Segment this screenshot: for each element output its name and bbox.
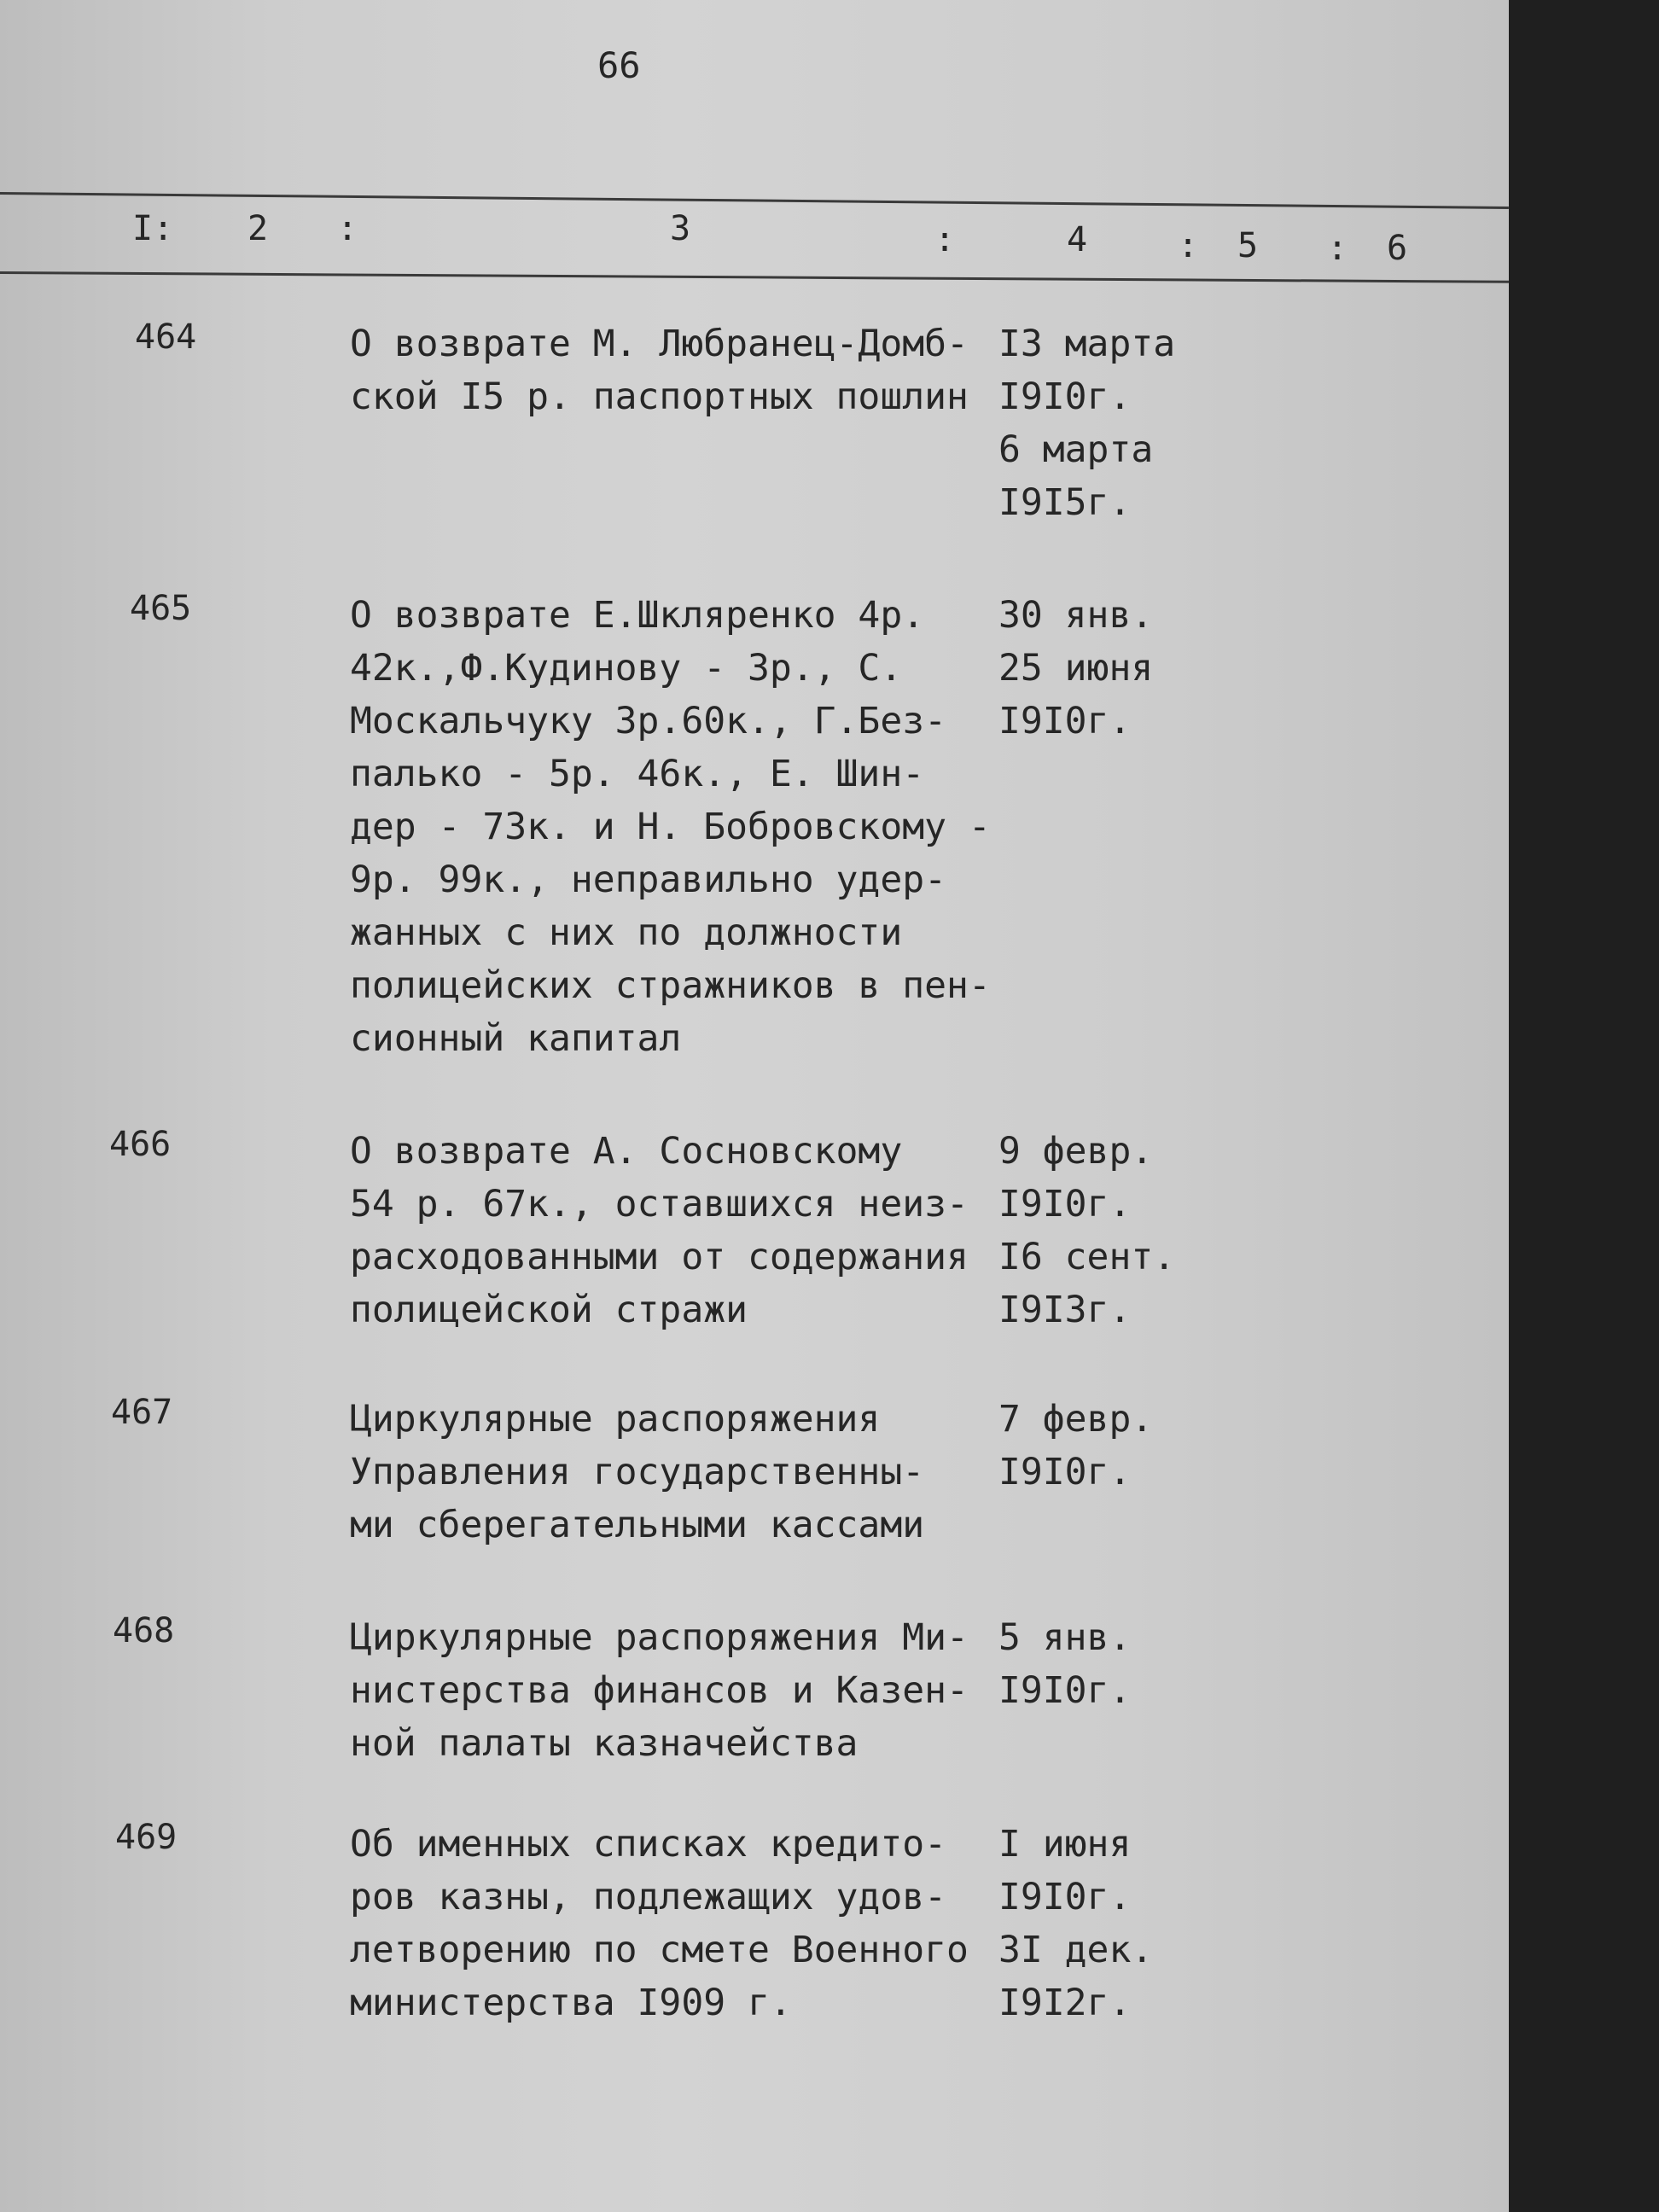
entry-title: [350, 589, 1016, 1065]
title-line: ми сберегательными кассами: [350, 1504, 925, 1546]
date-line: I9I5г.: [998, 481, 1132, 524]
entry-dates: [998, 1611, 1237, 1717]
title-line: ров казны, подлежащих удов-: [350, 1876, 946, 1918]
column-header-2: 2: [247, 209, 269, 248]
entry-number: 469: [115, 1818, 178, 1857]
column-header-5: 5: [1237, 226, 1259, 265]
title-line: 54 р. 67к., оставшихся неиз-: [350, 1183, 969, 1225]
title-line: министерства I909 г.: [350, 1982, 792, 2024]
title-line: О возврате М. Любранец-Домб-: [350, 323, 969, 365]
date-line: I9I0г.: [998, 1876, 1132, 1918]
date-line: 6 марта: [998, 428, 1154, 471]
date-line: 30 янв.: [998, 594, 1154, 637]
entry-dates: [998, 1125, 1237, 1336]
date-line: 5 янв.: [998, 1616, 1132, 1659]
entry-number: 466: [109, 1125, 172, 1164]
entry-dates: [998, 589, 1237, 748]
table-header-bottom-rule: [0, 271, 1509, 283]
entry-dates: [998, 1818, 1237, 2029]
title-line: 9р. 99к., неправильно удер-: [350, 859, 946, 901]
title-line: летворению по смете Военного: [350, 1929, 969, 1971]
column-header-6: 6: [1387, 229, 1408, 268]
entry-number: 467: [111, 1393, 173, 1432]
entry-dates: [998, 317, 1237, 529]
column-separator: :: [934, 220, 956, 259]
date-line: I июня: [998, 1823, 1132, 1866]
date-line: I6 сент.: [998, 1236, 1176, 1278]
title-line: полицейских стражников в пен-: [350, 964, 991, 1007]
title-line: дер - 73к. и Н. Бобровскому -: [350, 806, 991, 848]
column-header-4: 4: [1067, 220, 1088, 259]
date-line: I9I0г.: [998, 1451, 1132, 1493]
title-line: Москальчуку 3р.60к., Г.Без-: [350, 700, 946, 742]
entry-title: [350, 1393, 1016, 1551]
date-line: I9I0г.: [998, 1669, 1132, 1712]
title-line: палько - 5р. 46к., Е. Шин-: [350, 753, 925, 795]
title-line: Циркулярные распоряжения Ми-: [350, 1616, 969, 1659]
entry-title: [350, 317, 1016, 423]
title-line: Управления государственны-: [350, 1451, 925, 1493]
column-separator: :: [1327, 229, 1348, 268]
page-number: 66: [597, 44, 641, 86]
title-line: ской I5 р. паспортных пошлин: [350, 375, 969, 418]
title-line: расходованными от содержания: [350, 1236, 969, 1278]
title-line: сионный капитал: [350, 1017, 682, 1060]
title-line: Циркулярные распоряжения: [350, 1398, 881, 1441]
date-line: 9 февр.: [998, 1130, 1154, 1173]
column-header-3: 3: [670, 209, 691, 248]
date-line: I9I3г.: [998, 1289, 1132, 1331]
entry-number: 465: [130, 589, 192, 628]
title-line: О возврате А. Сосновскому: [350, 1130, 903, 1173]
title-line: полицейской стражи: [350, 1289, 748, 1331]
title-line: ной палаты казначейства: [350, 1722, 859, 1765]
date-line: I9I0г.: [998, 1183, 1132, 1225]
entry-dates: [998, 1393, 1237, 1499]
column-separator: :: [337, 209, 358, 248]
date-line: 7 февр.: [998, 1398, 1154, 1441]
column-header-1: I:: [132, 209, 174, 248]
title-line: жанных с них по должности: [350, 911, 903, 954]
title-line: нистерства финансов и Казен-: [350, 1669, 969, 1712]
date-line: I3 марта: [998, 323, 1176, 365]
date-line: 3I дек.: [998, 1929, 1154, 1971]
date-line: I9I2г.: [998, 1982, 1132, 2024]
title-line: Об именных списках кредито-: [350, 1823, 946, 1866]
entry-number: 468: [113, 1611, 175, 1650]
entry-title: [350, 1818, 1016, 2029]
entry-title: [350, 1611, 1016, 1770]
column-separator: :: [1178, 226, 1199, 265]
title-line: О возврате Е.Шкляренко 4р.: [350, 594, 925, 637]
date-line: I9I0г.: [998, 375, 1132, 418]
title-line: 42к.,Ф.Кудинову - 3р., С.: [350, 647, 903, 690]
date-line: I9I0г.: [998, 700, 1132, 742]
date-line: 25 июня: [998, 647, 1154, 690]
entry-title: [350, 1125, 1016, 1336]
table-header-top-rule: [0, 192, 1509, 209]
entry-number: 464: [135, 317, 197, 357]
